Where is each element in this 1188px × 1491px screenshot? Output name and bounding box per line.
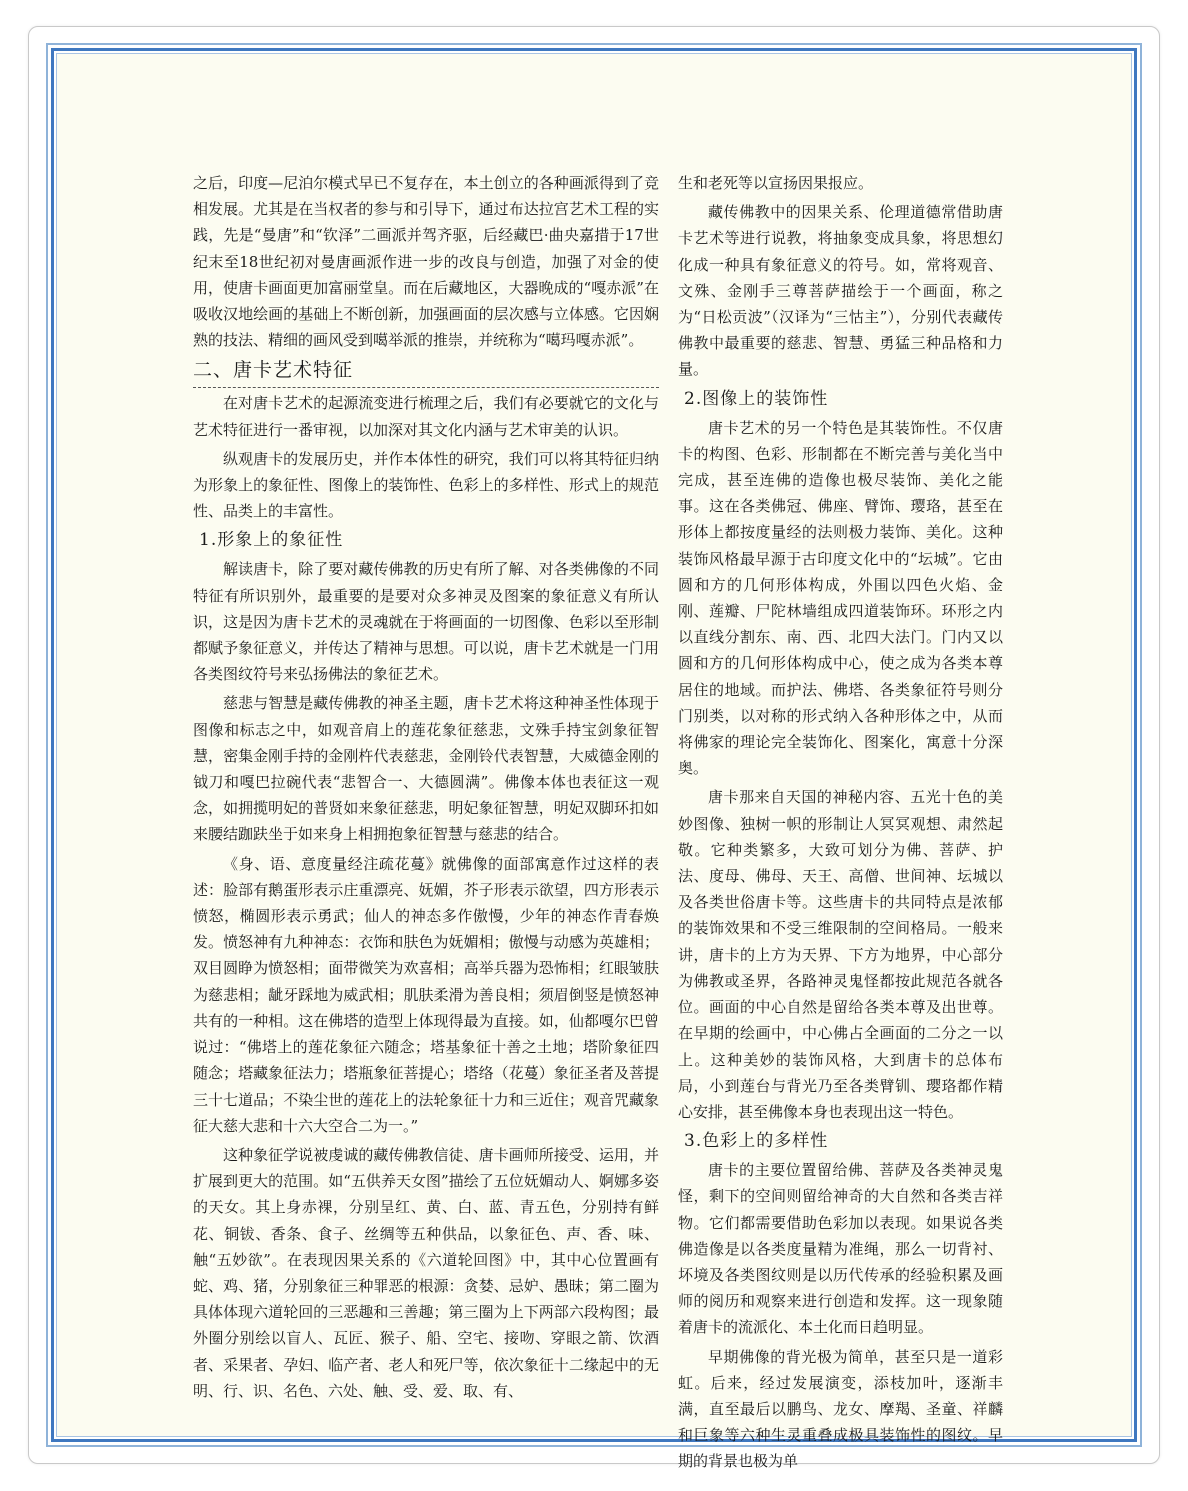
paragraph: 这种象征学说被虔诚的藏传佛教信徒、唐卡画师所接受、运用，并扩展到更大的范围。如“五供养天女图”描绘了五位妩媚动人、婀娜多姿的天女。其上身赤裸，分别呈红、黄、白、蓝、青五色，分别持有鲜花、铜钹、香条、食子、丝绸等五种供品，以象征色、声、香、味、触“五妙欲”。在表现因果关系的《六道轮回图》中，其中心位置画有蛇、鸡、猪，分别象征三种罪恶的根源：贪婪、忌妒、愚昧；第二圈为具体体现六道轮回的三恶趣和三善趣；第三圈为上下两部六段构图；最外圈分别绘以盲人、瓦匠、猴子、船、空宅、接吻、穿眼之箭、饮酒者、采果者、孕妇、临产者、老人和死尸等，依次象征十二缘起中的无明、行、识、名色、六处、触、受、爱、取、有、 [193,1145,659,1400]
paragraph: 藏传佛教中的因果关系、伦理道德常借助唐卡艺术等进行说教，将抽象变成具象，将思想幻化成一种具有象征意义的符号。如，常将观音、文殊、金刚手三尊菩萨描绘于一个画面，称之为“日松贡波”（汉译为“三怙主”），分别代表藏传佛教中最重要的慈悲、智慧、勇猛三种品格和力量。 [678,203,1003,379]
paragraph: 唐卡艺术的另一个特色是其装饰性。不仅唐卡的构图、色彩、形制都在不断完善与美化当中完成，甚至连佛的造像也极尽装饰、美化之能事。这在各类佛冠、佛座、臂饰、璎珞，甚至在形体上都按度量经的法则极力装饰、美化。这种装饰风格最早源于古印度文化中的“坛城”。它由圆和方的几何形体构成，外围以四色火焰、金刚、莲瓣、尸陀林墙组成四道装饰环。环形之内以直线分割东、南、西、北四大法门。门内又以圆和方的几何形体构成中心，使之成为各类本尊居住的地域。而护法、佛塔、各类象征符号则分门别类，以对称的形式纳入各种形体之中，从而将佛家的理论完全装饰化、图案化，寓意十分深奥。 [678,418,1003,778]
paragraph: 唐卡那来自天国的神秘内容、五光十色的美妙图像、独树一帜的形制让人冥冥观想、肃然起敬。它种类繁多，大致可划分为佛、菩萨、护法、度母、佛母、天王、高僧、世间神、坛城以及各类世俗唐卡等。这些唐卡的共同特点是浓郁的装饰效果和不受三维限制的空间格局。一般来讲，唐卡的上方为天界、下方为地界，中心部分为佛教或圣界，各路神灵鬼怪都按此规范各就各位。画面的中心自然是留给各类本尊及出世尊。在早期的绘画中，中心佛占全画面的二分之一以上。这种美妙的装饰风格，大到唐卡的总体布局，小到莲台与背光乃至各类臂钏、璎珞都作精心安排，甚至佛像本身也表现出这一特色。 [678,788,1003,1121]
paragraph: 生和老死等以宣扬因果报应。 [678,174,874,192]
paragraph: 纵观唐卡的发展历史，并作本体性的研究，我们可以将其特征归纳为形象上的象征性、图像上的装饰性、色彩上的多样性、形式上的规范性、品类上的丰富性。 [193,449,659,521]
right-column [678,170,1003,1478]
paragraph: 唐卡的主要位置留给佛、菩萨及各类神灵鬼怪，剩下的空间则留给神奇的大自然和各类吉祥物。它们都需要借助色彩加以表现。如果说各类佛造像是以各类度量精为准绳，那么一切背衬、坏境及各类图纹则是以历代传承的经验积累及画师的阅历和观察来进行创造和发挥。这一现象随着唐卡的流派化、本土化而日趋明显。 [678,1161,1003,1337]
paragraph: 解读唐卡，除了要对藏传佛教的历史有所了解、对各类佛像的不同特征有所识别外，最重要的是要对众多神灵及图案的象征意义有所认识，这是因为唐卡艺术的灵魂就在于将画面的一切图像、色彩以至形制都赋予象征意义，并传达了精神与思想。可以说，唐卡艺术就是一门用各类图纹符号来弘扬佛法的象征艺术。 [193,560,659,684]
subsection-heading: 1.形象上的象征性 [199,530,344,551]
paragraph: 在对唐卡艺术的起源流变进行梳理之后，我们有必要就它的文化与艺术特征进行一番审视，以加深对其文化内涵与艺术审美的认识。 [193,394,659,439]
paragraph: 早期佛像的背光极为简单，甚至只是一道彩虹。后来，经过发展演变，添枝加叶，逐渐丰满，直至最后以鹏鸟、龙女、摩羯、圣童、祥麟和巨象等六种生灵重叠成极具装饰性的图纹。早期的背景也极为单 [678,1347,1003,1471]
left-column [193,170,659,1407]
paragraph: 之后，印度—尼泊尔模式早已不复存在，本土创立的各种画派得到了竞相发展。尤其是在当权者的参与和引导下，通过布达拉宫艺术工程的实践，先是“曼唐”和“钦泽”二画派并驾齐驱，后经藏巴·曲央嘉措于17世纪末至18世纪初对曼唐画派作进一步的改良与创造，加强了对金的使用，使唐卡画面更加富丽堂皇。而在后藏地区，大器晚成的“嘎赤派”在吸收汉地绘画的基础上不断创新，加强画面的层次感与立体感。它因娴熟的技法、精细的画风受到噶举派的推崇，并统称为“噶玛嘎赤派”。 [193,174,659,350]
section-heading: 二、唐卡艺术特征 [193,356,659,388]
paragraph: 慈悲与智慧是藏传佛教的神圣主题，唐卡艺术将这种神圣性体现于图像和标志之中，如观音肩上的莲花象征慈悲，文殊手持宝剑象征智慧，密集金刚手持的金刚杵代表慈悲，金刚铃代表智慧，大威德金刚的钺刀和嘎巴拉碗代表“悲智合一、大德圆满”。佛像本体也表征这一观念，如拥揽明妃的普贤如来象征慈悲，明妃象征智慧，明妃双脚环扣如来腰结跏趺坐于如来身上相拥抱象征智慧与慈悲的结合。 [193,694,659,844]
paragraph: 《身、语、意度量经注疏花蔓》就佛像的面部寓意作过这样的表述：脸部有鹅蛋形表示庄重漂亮、妩媚，芥子形表示欲望，四方形表示愤怒，椭圆形表示勇武；仙人的神态多作傲慢，少年的神态作青春焕发。愤怒神有九种神态：衣饰和肤色为妩媚相；傲慢与动感为英雄相；双目圆睁为愤怒相；面带微笑为欢喜相；高举兵器为恐怖相；红眼皱肤为慈悲相；龇牙踩地为威武相；肌肤柔滑为善良相；须眉倒竖是愤怒神共有的一种相。这在佛塔的造型上体现得最为直接。如，仙都嘎尔巴曾说过：“佛塔上的莲花象征六随念；塔基象征十善之土地；塔阶象征四随念；塔藏象征法力；塔瓶象征菩提心；塔络（花蔓）象征圣者及菩提三十七道品；不染尘世的莲花上的法轮象征十力和三近住；观音咒藏象征大慈大悲和十六大空合二为一。” [193,854,659,1135]
subsection-heading: 2.图像上的装饰性 [684,388,829,409]
subsection-heading: 3.色彩上的多样性 [684,1131,829,1152]
